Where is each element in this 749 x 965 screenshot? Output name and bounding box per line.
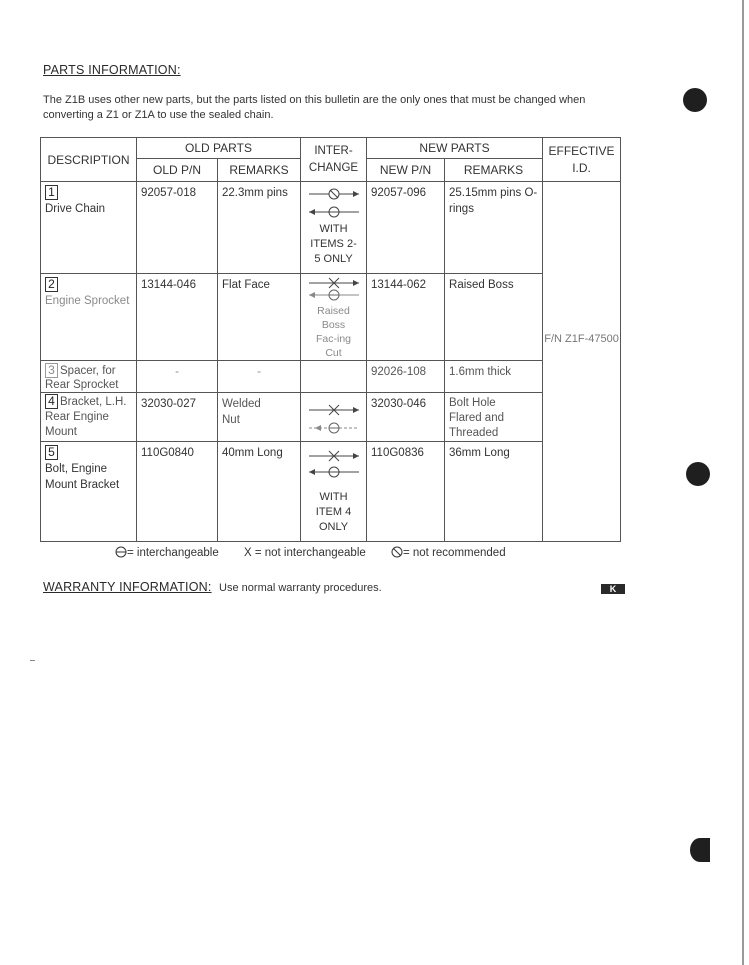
interchange-symbols bbox=[305, 276, 363, 302]
item-number: 1 bbox=[45, 185, 58, 200]
description-cell bbox=[41, 442, 137, 542]
old-remarks-cell: Flat Face bbox=[218, 274, 301, 361]
interchangeable-icon bbox=[115, 546, 127, 558]
new-pn-cell: 92026-108 bbox=[367, 361, 445, 393]
header-old-parts: OLD PARTS bbox=[137, 138, 301, 159]
description-cell bbox=[41, 393, 137, 442]
item-description: Drive Chain bbox=[45, 203, 106, 215]
header-effective-id: EFFECTIVE I.D. bbox=[543, 138, 621, 182]
header-interchange-label: INTER-CHANGE bbox=[308, 144, 359, 174]
item-number: 5 bbox=[45, 445, 58, 460]
table-row bbox=[41, 442, 621, 542]
header-description: DESCRIPTION bbox=[41, 138, 137, 182]
item-number: 2 bbox=[45, 277, 58, 292]
item-description: Bracket, L.H. Rear Engine Mount bbox=[45, 396, 127, 438]
parts-information-heading: PARTS INFORMATION: bbox=[43, 63, 181, 77]
new-pn-cell: 13144-062 bbox=[367, 274, 445, 361]
item-number: 3 bbox=[45, 363, 58, 378]
header-old-pn: OLD P/N bbox=[137, 159, 218, 182]
header-new-pn: NEW P/N bbox=[367, 159, 445, 182]
warranty-information bbox=[43, 580, 382, 594]
punch-hole-bottom bbox=[690, 838, 710, 862]
interchange-cell bbox=[301, 393, 367, 442]
old-pn-cell: 32030-027 bbox=[137, 393, 218, 442]
new-remarks-cell: 36mm Long bbox=[445, 442, 543, 542]
old-remarks-cell: - bbox=[218, 361, 301, 393]
interchange-cell bbox=[301, 442, 367, 542]
interchange-cell bbox=[301, 361, 367, 393]
new-remarks-cell: Bolt Hole Flared and Threaded bbox=[445, 393, 543, 442]
new-remarks-cell: Raised Boss bbox=[445, 274, 543, 361]
parts-table bbox=[40, 137, 621, 542]
item-description: Engine Sprocket bbox=[45, 295, 130, 307]
old-remarks-cell: 40mm Long bbox=[218, 442, 301, 542]
legend-interchangeable: = interchangeable bbox=[115, 547, 222, 559]
punch-hole-top bbox=[683, 88, 707, 112]
header-new-remarks: REMARKS bbox=[445, 159, 543, 182]
new-remarks-cell: 25.15mm pins O-rings bbox=[445, 182, 543, 274]
interchange-note: WITH ITEM 4 ONLY bbox=[315, 491, 352, 533]
legend-not-interchangeable: X = not interchangeable bbox=[243, 547, 366, 559]
description-cell bbox=[41, 274, 137, 361]
interchange-note: Raised Boss Fac-ing Cut bbox=[316, 305, 352, 359]
old-pn-cell: 92057-018 bbox=[137, 182, 218, 274]
item-description: Bolt, Engine Mount Bracket bbox=[45, 463, 120, 491]
header-interchange bbox=[301, 138, 367, 182]
description-cell bbox=[41, 182, 137, 274]
warranty-text: Use normal warranty procedures. bbox=[219, 582, 382, 594]
old-remarks-cell: Welded Nut bbox=[218, 393, 301, 442]
kawasaki-logo: K bbox=[601, 584, 625, 594]
new-pn-cell: 92057-096 bbox=[367, 182, 445, 274]
intro-paragraph: The Z1B uses other new parts, but the parts listed on this bulletin are the only ones that must be changed when converting a Z1 or Z1A to use the sealed chain. bbox=[43, 94, 586, 121]
interchange-symbols bbox=[305, 444, 363, 482]
symbol-legend bbox=[115, 546, 528, 559]
page-edge-rule bbox=[742, 0, 744, 965]
old-pn-cell: - bbox=[137, 361, 218, 393]
header-new-parts: NEW PARTS bbox=[367, 138, 543, 159]
interchange-symbols bbox=[305, 184, 363, 220]
effective-id-cell bbox=[543, 182, 621, 542]
old-remarks-cell: 22.3mm pins bbox=[218, 182, 301, 274]
old-pn-cell: 110G0840 bbox=[137, 442, 218, 542]
old-pn-cell: 13144-046 bbox=[137, 274, 218, 361]
interchange-cell bbox=[301, 182, 367, 274]
table-row bbox=[41, 361, 621, 393]
table-row bbox=[41, 393, 621, 442]
description-cell bbox=[41, 361, 137, 393]
new-pn-cell: 110G0836 bbox=[367, 442, 445, 542]
scan-speck bbox=[30, 660, 35, 661]
table-row bbox=[41, 182, 621, 274]
table-row bbox=[41, 274, 621, 361]
interchange-symbols bbox=[305, 395, 363, 435]
not-recommended-icon bbox=[391, 546, 403, 558]
punch-hole-middle bbox=[686, 462, 710, 486]
item-description: Spacer, for Rear Sprocket bbox=[45, 365, 119, 391]
effective-id-value: F/N Z1F-47500 bbox=[544, 333, 619, 345]
warranty-label: WARRANTY INFORMATION: bbox=[43, 580, 212, 594]
item-number: 4 bbox=[45, 394, 58, 409]
legend-not-recommended: = not recommended bbox=[391, 547, 506, 559]
interchange-cell bbox=[301, 274, 367, 361]
new-remarks-cell: 1.6mm thick bbox=[445, 361, 543, 393]
new-pn-cell: 32030-046 bbox=[367, 393, 445, 442]
header-old-remarks: REMARKS bbox=[218, 159, 301, 182]
interchange-note: WITH ITEMS 2-5 ONLY bbox=[310, 223, 357, 265]
